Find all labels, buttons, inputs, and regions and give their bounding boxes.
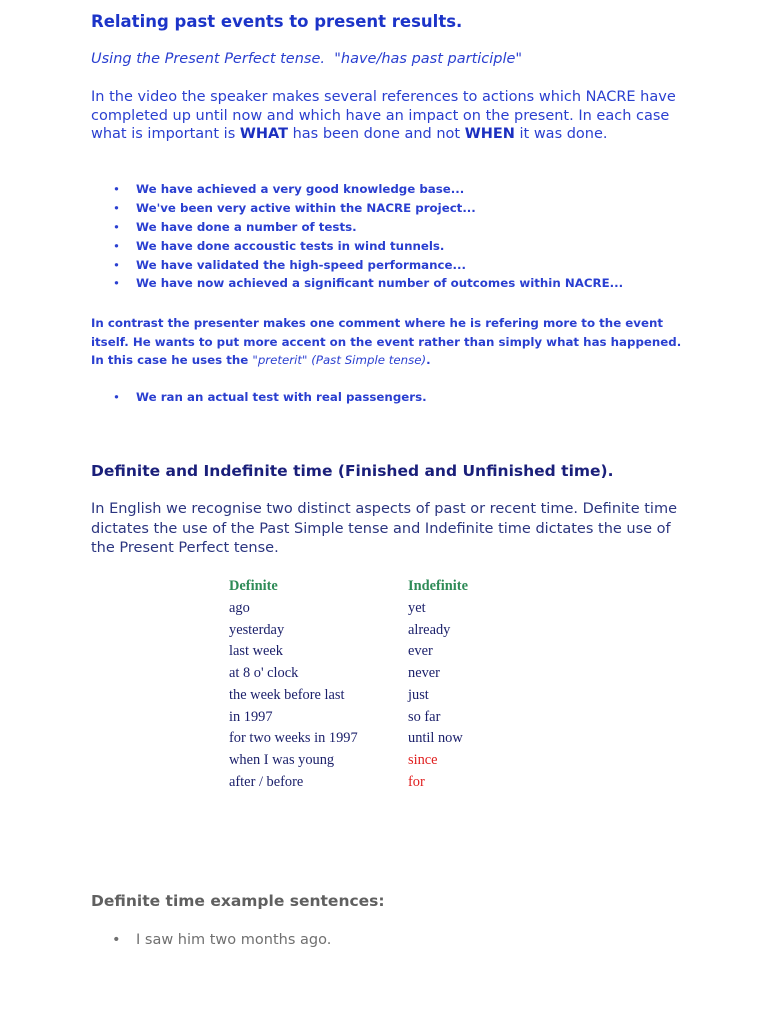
list-item-text: I saw him two months ago. bbox=[136, 932, 332, 948]
table-cell: so far bbox=[408, 708, 441, 725]
intro-text-3: it was done. bbox=[514, 126, 608, 143]
list-item bbox=[113, 218, 623, 237]
table-cell: at 8 o' clock bbox=[229, 665, 299, 681]
table-cell: in 1997 bbox=[229, 708, 273, 725]
list-item-text: We have done a number of tests. bbox=[136, 219, 357, 234]
list-item bbox=[113, 180, 623, 199]
table-cell: the week before last bbox=[229, 686, 345, 703]
definite-examples-list bbox=[112, 929, 332, 951]
table-cell: just bbox=[408, 686, 429, 703]
past-simple-example-list bbox=[113, 388, 427, 407]
definite-time-column bbox=[229, 576, 358, 794]
section-title-definite-examples: Definite time example sentences: bbox=[91, 892, 385, 910]
bullet-icon: • bbox=[113, 238, 120, 253]
bullet-icon: • bbox=[113, 182, 120, 196]
intro-emphasis-when: WHEN bbox=[464, 126, 515, 143]
list-item bbox=[113, 256, 623, 275]
bullet-icon: • bbox=[113, 276, 120, 291]
contrast-italic-preterit: "preterit" (Past Simple tense) bbox=[252, 353, 427, 367]
list-item-text: We have validated the high-speed performance... bbox=[136, 257, 466, 272]
time-aspects-paragraph: In English we recognise two distinct aspects of past or recent time. Definite time dictates the use of the Past Simple tense and Indefinite time dictates the use of the Present Perfect tense. bbox=[91, 501, 678, 556]
contrast-text-1: In contrast the presenter makes one comment where he is refering more to the event itself. He wants to put more accent on the event rather than simply what has happened. In this case he uses the bbox=[91, 316, 682, 367]
table-cell: last week bbox=[229, 643, 283, 660]
table-cell-highlight: since bbox=[408, 752, 438, 768]
table-cell: for two weeks in 1997 bbox=[229, 730, 358, 747]
table-cell: ever bbox=[408, 643, 433, 660]
indefinite-header: Indefinite bbox=[408, 578, 468, 594]
bullet-icon: • bbox=[113, 390, 120, 404]
table-cell: when I was young bbox=[229, 752, 335, 768]
intro-emphasis-what: WHAT bbox=[239, 126, 288, 143]
table-cell: never bbox=[408, 665, 440, 681]
table-cell: until now bbox=[408, 730, 463, 747]
table-cell: yet bbox=[408, 599, 426, 616]
list-item-text: We have achieved a very good knowledge base... bbox=[136, 182, 465, 196]
bullet-icon: • bbox=[113, 200, 120, 215]
list-item bbox=[113, 388, 427, 407]
list-item bbox=[112, 929, 332, 951]
intro-paragraph bbox=[91, 88, 681, 144]
intro-text-2: has been done and not bbox=[287, 126, 465, 143]
list-item-text: We've been very active within the NACRE project... bbox=[136, 200, 476, 215]
intro-text-1: In the video the speaker makes several references to actions which NACRE have completed up until now and which have an impact on the present. In each case what is important is bbox=[91, 89, 676, 143]
list-item-text: We have done accoustic tests in wind tunnels. bbox=[136, 238, 445, 253]
list-item-text: We ran an actual test with real passengers. bbox=[136, 390, 427, 404]
present-perfect-subtitle: Using the Present Perfect tense. "have/has past participle" bbox=[91, 51, 523, 67]
contrast-paragraph bbox=[91, 314, 691, 370]
list-item-text: We have now achieved a significant number of outcomes within NACRE... bbox=[136, 276, 624, 291]
contrast-text-2: . bbox=[426, 353, 431, 367]
list-item bbox=[113, 199, 623, 218]
bullet-icon: • bbox=[113, 257, 120, 272]
bullet-icon: • bbox=[112, 932, 121, 948]
present-perfect-examples-list bbox=[113, 180, 624, 293]
table-cell: ago bbox=[229, 599, 250, 616]
section-title-definite-indefinite: Definite and Indefinite time (Finished and Unfinished time). bbox=[91, 462, 614, 480]
table-cell: after / before bbox=[229, 773, 304, 790]
table-cell: yesterday bbox=[229, 621, 285, 638]
indefinite-time-column bbox=[408, 576, 468, 794]
definite-header: Definite bbox=[229, 578, 278, 594]
bullet-icon: • bbox=[113, 219, 120, 234]
list-item bbox=[113, 274, 624, 293]
list-item bbox=[113, 237, 623, 256]
table-cell: already bbox=[408, 621, 451, 638]
table-cell-highlight: for bbox=[408, 773, 425, 790]
section-title-present-results: Relating past events to present results. bbox=[91, 12, 463, 31]
